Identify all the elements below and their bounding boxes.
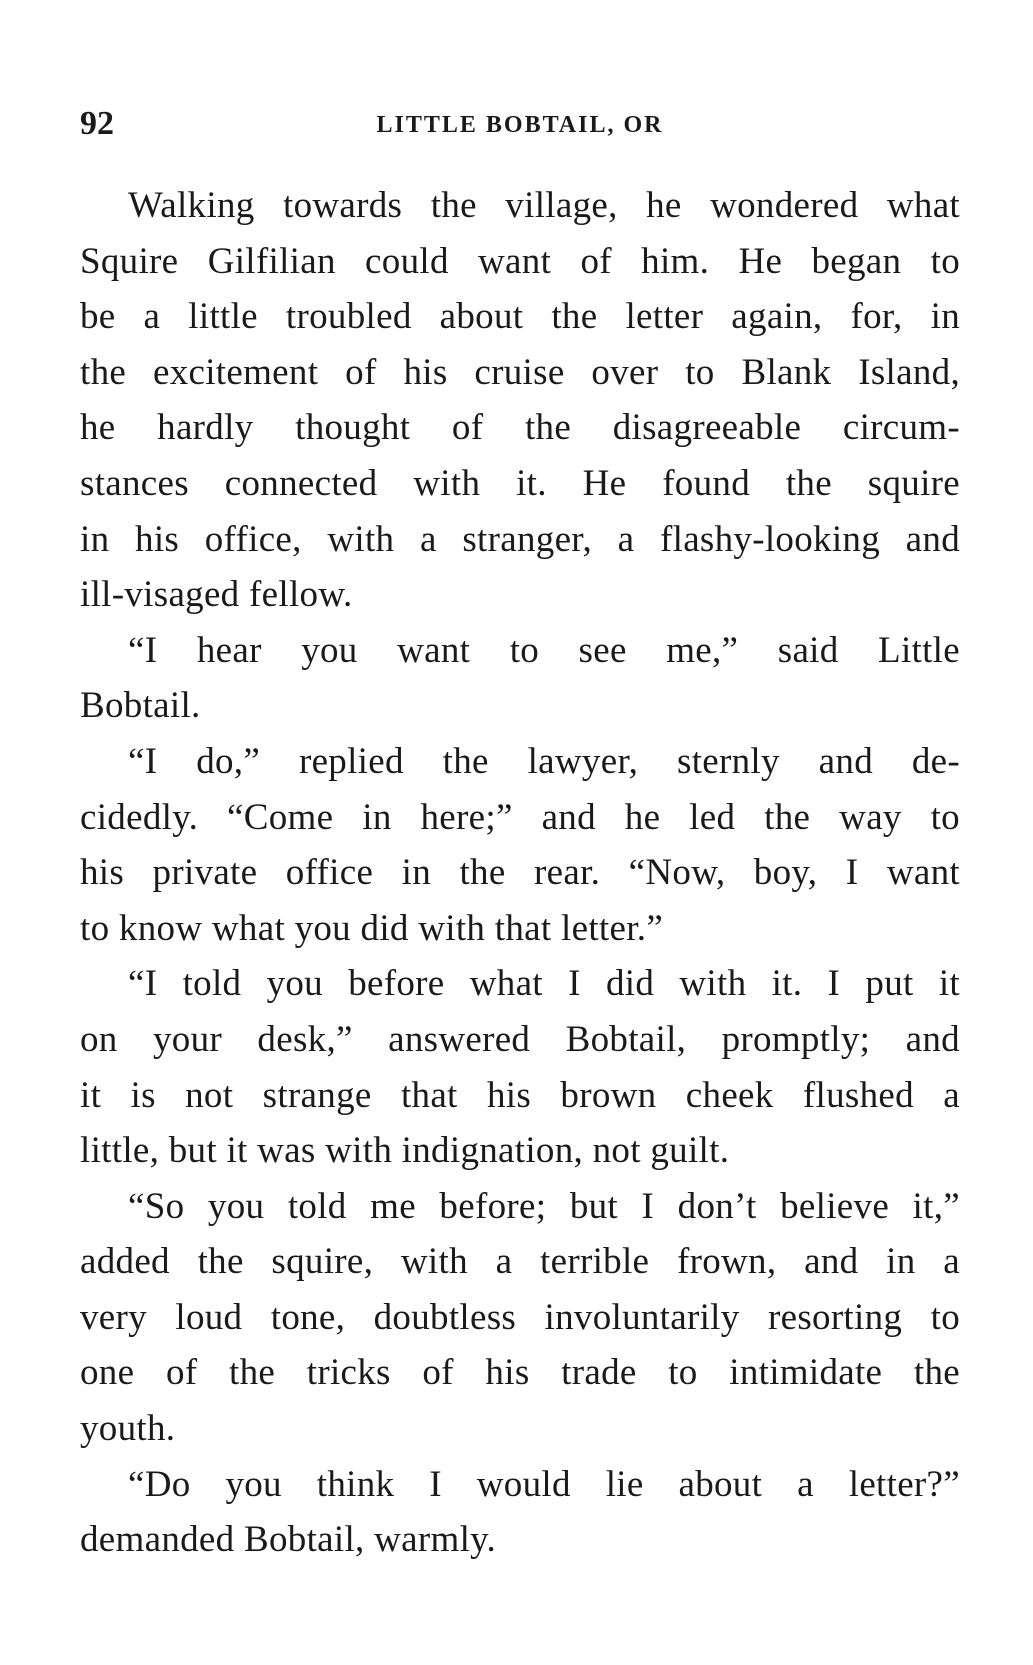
text-line: on your desk,” answered Bobtail, promptly; and	[80, 1018, 960, 1060]
text-line: he hardly thought of the disagreeable circum-	[80, 407, 960, 449]
text-line: stances connected with it. He found the squire	[80, 462, 960, 504]
paragraph	[80, 178, 960, 623]
text-line: be a little troubled about the letter again, for, in	[80, 296, 960, 338]
text-line: it is not strange that his brown cheek flushed a	[80, 1074, 960, 1116]
page-number: 92	[80, 105, 114, 142]
text-line: demanded Bobtail, warmly.	[80, 1519, 497, 1561]
text-line: very loud tone, doubtless involuntarily resorting to	[80, 1296, 960, 1338]
paragraph	[80, 956, 960, 1178]
text-line: ill-visaged fellow.	[80, 574, 353, 616]
paragraph	[80, 623, 960, 734]
paragraph	[80, 734, 960, 956]
text-line: “I hear you want to see me,” said Little	[128, 629, 960, 671]
page-header	[80, 104, 960, 144]
text-line: to know what you did with that letter.”	[80, 907, 664, 949]
text-line: “Do you think I would lie about a letter?”	[128, 1463, 960, 1505]
text-line: the excitement of his cruise over to Blank Island,	[80, 351, 960, 393]
text-line: “So you told me before; but I don’t believe it,”	[128, 1185, 960, 1227]
text-line: his private office in the rear. “Now, boy, I want	[80, 852, 960, 894]
paragraph	[80, 1457, 960, 1568]
text-line: youth.	[80, 1408, 176, 1450]
text-line: one of the tricks of his trade to intimidate the	[80, 1352, 960, 1394]
text-line: “I do,” replied the lawyer, sternly and de-	[128, 740, 960, 782]
text-line: added the squire, with a terrible frown, and in a	[80, 1241, 960, 1283]
text-line: cidedly. “Come in here;” and he led the way to	[80, 796, 960, 838]
running-head: LITTLE BOBTAIL, OR	[376, 112, 664, 138]
text-line: in his office, with a stranger, a flashy-looking and	[80, 518, 960, 560]
text-line: Walking towards the village, he wondered what	[128, 185, 960, 226]
text-line: little, but it was with indignation, not guilt.	[80, 1130, 730, 1172]
text-line: Squire Gilfilian could want of him. He began to	[80, 240, 960, 282]
text-line: Bobtail.	[80, 685, 201, 727]
body-text	[80, 178, 960, 1568]
text-line: “I told you before what I did with it. I put it	[128, 963, 960, 1005]
paragraph	[80, 1179, 960, 1457]
